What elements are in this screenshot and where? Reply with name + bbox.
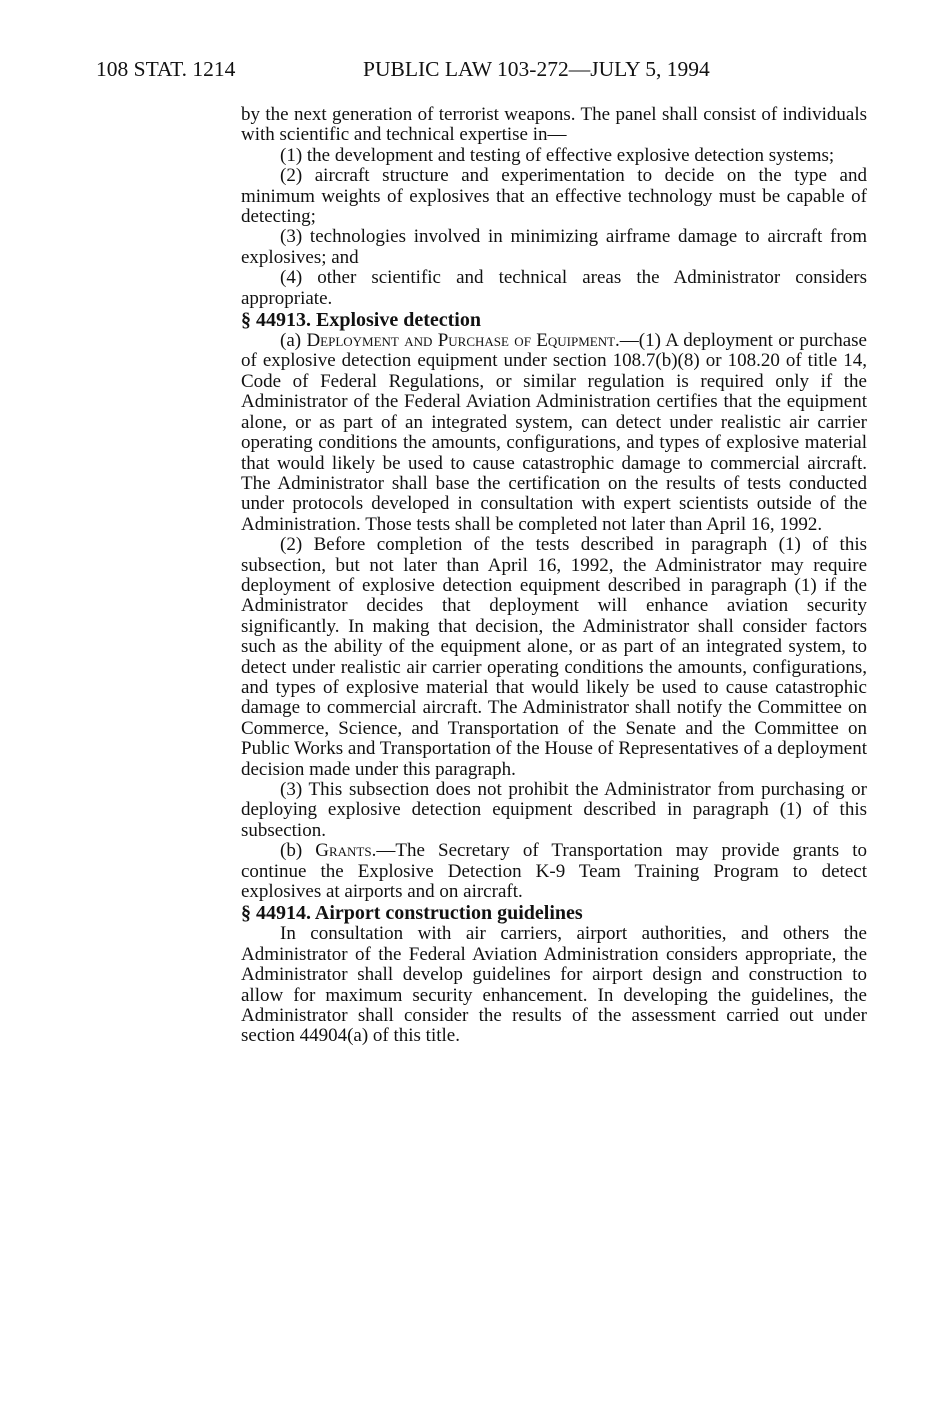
stat-page-number: 108 STAT. 1214 bbox=[96, 57, 236, 81]
subsection-a-text: —(1) A deployment or purchase of explosive detection equipment under section 108.7(b)(8) or 108.20 of title 14, Code of Federal Regulations, or similar regulation is required only if the Administrator of the Federal Aviation Administration certifies that the equipment alone, or as part of an integrated system, can detect under realistic air carrier operating conditions the amounts, configurations, and types of explosive material that would likely be used to cause catastrophic damage to commercial aircraft. The Administrator shall base the certification on the results of tests conducted under protocols developed in consultation with expert scientists outside of the Administration. Those tests shall be completed not later than April 16, 1992. bbox=[241, 330, 867, 535]
subsection-a-label: (a) bbox=[280, 330, 307, 352]
section-44914-paragraph: In consultation with air carriers, airport authorities, and others the Administrator of the Federal Aviation Administration considers appropriate, the Administrator shall develop guidelines for airport design and construction to allow for maximum security enhancement. In developing the guidelines, the Administrator shall consider the results of the assessment carried out under section 44904(a) of this title. bbox=[241, 923, 867, 1047]
list-item-1: (1) the development and testing of effective explosive detection systems; bbox=[280, 144, 835, 166]
list-item-2: (2) aircraft structure and experimentation to decide on the type and minimum weights of explosives that an effective technology must be capable of detecting; bbox=[241, 165, 867, 228]
page-body bbox=[241, 105, 867, 1047]
subsection-b-heading: Grants. bbox=[315, 840, 377, 862]
subsection-a-paragraph-1 bbox=[241, 331, 867, 535]
list-item-3: (3) technologies involved in minimizing airframe damage to aircraft from explosives; and bbox=[241, 226, 867, 268]
intro-paragraph: by the next generation of terrorist weapons. The panel shall consist of individuals with scientific and technical expertise in— bbox=[241, 104, 867, 146]
subsection-a-heading: Deployment and Purchase of Equipment. bbox=[306, 330, 620, 352]
subsection-b-paragraph bbox=[241, 841, 867, 902]
subsection-a-paragraph-2: (2) Before completion of the tests described in paragraph (1) of this subsection, but not later than April 16, 1992, the Administrator may require deployment of explosive detection equipment described in paragraph (1) if the Administrator decides that deployment will enhance aviation security significantly. In making that decision, the Administrator shall consider factors such as the ability of the equipment alone, or as part of an integrated system, to detect under realistic air carrier operating conditions the amounts, configurations, and types of explosive material that would likely be used to cause catastrophic damage to commercial aircraft. The Administrator shall notify the Committee on Commerce, Science, and Transportation of the Senate and the Committee on Public Works and Transportation of the House of Representatives of a deployment decision made under this paragraph. bbox=[241, 534, 867, 780]
subsection-b-text: —The Secretary of Transportation may provide grants to continue the Explosive Detection K-9 Team Training Program to detect explosives at airports and on aircraft. bbox=[241, 840, 867, 903]
section-heading-44914: § 44914. Airport construction guidelines bbox=[241, 902, 583, 925]
section-heading-44913: § 44913. Explosive detection bbox=[241, 309, 481, 332]
list-item-4: (4) other scientific and technical areas the Administrator considers appropriate. bbox=[241, 267, 867, 309]
subsection-b-label: (b) bbox=[280, 840, 316, 862]
subsection-a-paragraph-3: (3) This subsection does not prohibit the Administrator from purchasing or deploying explosive detection equipment described in paragraph (1) of this subsection. bbox=[241, 779, 867, 841]
running-head-title: PUBLIC LAW 103-272—JULY 5, 1994 bbox=[363, 57, 710, 81]
